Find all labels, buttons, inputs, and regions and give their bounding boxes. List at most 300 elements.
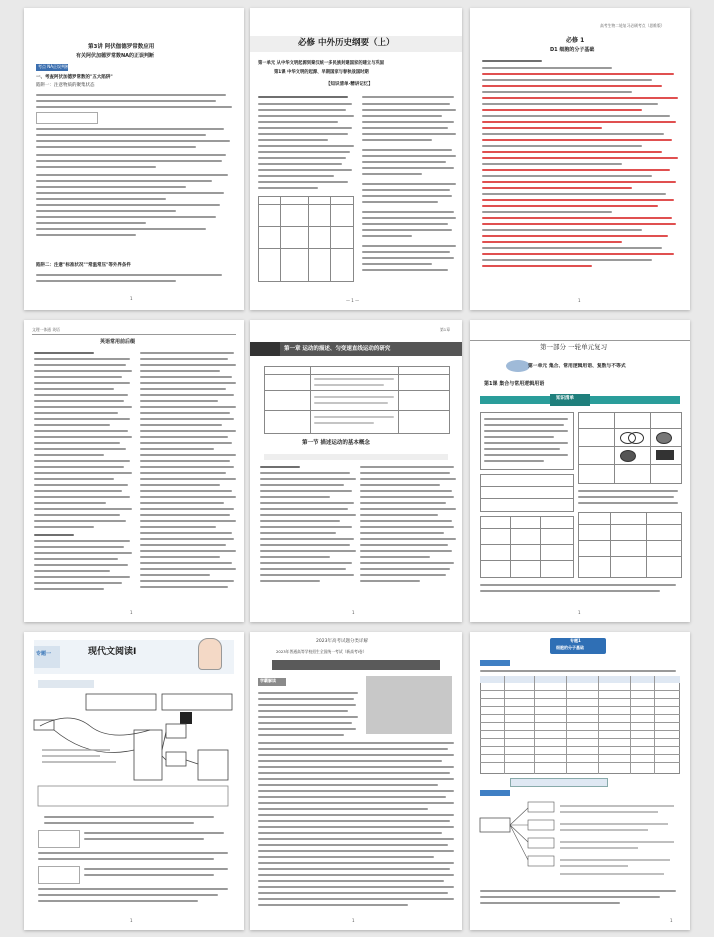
text-line bbox=[140, 406, 236, 408]
text-line bbox=[482, 91, 632, 93]
text-line bbox=[482, 115, 670, 117]
text-line bbox=[362, 263, 432, 265]
text-line bbox=[314, 396, 394, 398]
section-heading: 陷阱一：注意物质的聚集状态 bbox=[36, 83, 95, 88]
table-rule bbox=[610, 512, 611, 578]
table-rule bbox=[258, 204, 354, 205]
text-line bbox=[314, 416, 394, 418]
text-line bbox=[44, 822, 194, 824]
text-line bbox=[34, 454, 104, 456]
highlighted-line bbox=[482, 217, 672, 219]
page-thumbnail-exam-paper[interactable] bbox=[250, 632, 462, 930]
table-rule bbox=[646, 512, 647, 578]
text-line bbox=[38, 852, 228, 854]
text-line bbox=[36, 160, 222, 162]
text-line bbox=[362, 103, 450, 105]
text-line bbox=[34, 388, 114, 390]
text-line bbox=[34, 552, 132, 554]
concept-node bbox=[528, 802, 554, 812]
text-line bbox=[34, 484, 128, 486]
text-line bbox=[34, 424, 110, 426]
text-line bbox=[36, 106, 232, 108]
text-line bbox=[140, 424, 222, 426]
text-line bbox=[140, 526, 216, 528]
text-line bbox=[34, 406, 132, 408]
section-tag bbox=[480, 660, 510, 666]
highlighted-line bbox=[482, 223, 676, 225]
text-line bbox=[360, 538, 456, 540]
text-line bbox=[140, 586, 228, 588]
text-line bbox=[480, 584, 676, 586]
text-line bbox=[34, 496, 130, 498]
lesson-title: 第1课 集合与常用逻辑用语 bbox=[484, 381, 545, 387]
text-line bbox=[258, 181, 348, 183]
text-line bbox=[258, 139, 328, 141]
text-line bbox=[34, 418, 130, 420]
text-line bbox=[34, 588, 104, 590]
highlighted-line bbox=[482, 169, 670, 171]
relation-table bbox=[480, 474, 574, 512]
text-line bbox=[36, 280, 176, 282]
text-line bbox=[314, 384, 384, 386]
text-line bbox=[34, 502, 106, 504]
text-line bbox=[360, 556, 430, 558]
page-number: 1 bbox=[578, 610, 581, 615]
text-line bbox=[578, 490, 678, 492]
table-rule bbox=[480, 698, 680, 699]
table-rule bbox=[480, 754, 680, 755]
text-line bbox=[258, 766, 454, 768]
text-line bbox=[140, 394, 234, 396]
mind-map-node bbox=[38, 786, 228, 806]
text-line bbox=[258, 157, 346, 159]
text-line bbox=[36, 134, 206, 136]
text-line bbox=[34, 442, 120, 444]
text-line bbox=[36, 228, 206, 230]
text-line bbox=[140, 514, 230, 516]
table-rule bbox=[480, 528, 574, 529]
text-line bbox=[258, 760, 442, 762]
text-line bbox=[260, 574, 354, 576]
text-line bbox=[38, 894, 218, 896]
table-rule bbox=[566, 676, 567, 774]
text-line bbox=[362, 257, 454, 259]
text-line bbox=[36, 216, 216, 218]
text-line bbox=[258, 151, 350, 153]
mind-map-link bbox=[40, 718, 150, 735]
table-rule bbox=[578, 556, 682, 557]
text-line bbox=[140, 400, 218, 402]
text-line bbox=[362, 139, 432, 141]
text-line bbox=[140, 418, 234, 420]
page-number: 1 bbox=[352, 918, 355, 923]
topic-label: 专题一 bbox=[36, 651, 52, 657]
qr-code bbox=[180, 712, 192, 724]
table-rule bbox=[480, 690, 680, 691]
text-line bbox=[258, 728, 356, 730]
text-line bbox=[258, 127, 352, 129]
page-title: 必修 1 bbox=[566, 37, 585, 44]
text-line bbox=[482, 67, 612, 69]
section-heading: 陷阱二：注意"标准状况""常温常压"等外界条件 bbox=[36, 263, 131, 268]
highlighted-line bbox=[482, 97, 678, 99]
exam-subtitle: 2023年普通高等学校招生全国统一考试（新高考Ⅰ卷） bbox=[276, 649, 367, 654]
text-line bbox=[258, 692, 358, 694]
text-line bbox=[362, 149, 452, 151]
text-line bbox=[84, 874, 214, 876]
text-line bbox=[260, 562, 352, 564]
text-line bbox=[258, 856, 434, 858]
text-line bbox=[36, 198, 166, 200]
text-line bbox=[258, 698, 354, 700]
text-line bbox=[362, 161, 446, 163]
text-line bbox=[360, 496, 454, 498]
text-line bbox=[36, 146, 196, 148]
text-line bbox=[482, 145, 642, 147]
text-line bbox=[482, 79, 652, 81]
text-line bbox=[360, 544, 448, 546]
concept-link bbox=[510, 808, 528, 860]
text-line bbox=[480, 896, 660, 898]
text-line bbox=[258, 886, 454, 888]
table-rule bbox=[480, 498, 574, 499]
text-line bbox=[36, 174, 228, 176]
text-line bbox=[140, 382, 236, 384]
table-rule bbox=[534, 676, 535, 774]
text-line bbox=[258, 175, 334, 177]
highlighted-line bbox=[482, 121, 676, 123]
text-line bbox=[258, 892, 448, 894]
table-rule bbox=[258, 248, 354, 249]
page-thumbnail-chemistry[interactable] bbox=[24, 8, 244, 310]
page-thumbnail-math[interactable] bbox=[470, 320, 690, 622]
text-line bbox=[34, 546, 124, 548]
text-line bbox=[258, 133, 348, 135]
text-line bbox=[482, 211, 612, 213]
page-number: 1 bbox=[130, 610, 133, 615]
illustration-image bbox=[366, 676, 452, 734]
text-line bbox=[36, 210, 176, 212]
text-line bbox=[258, 814, 454, 816]
table-rule bbox=[264, 410, 450, 411]
text-line bbox=[34, 352, 94, 354]
mind-map-node bbox=[86, 694, 156, 710]
text-line bbox=[260, 484, 344, 486]
table-header bbox=[480, 676, 680, 683]
page-thumbnail-english[interactable] bbox=[24, 320, 244, 622]
text-line bbox=[34, 490, 122, 492]
page-thumbnail-biology-topic[interactable] bbox=[470, 632, 690, 930]
text-line bbox=[258, 109, 346, 111]
text-line bbox=[484, 454, 568, 456]
page-thumbnail-history[interactable] bbox=[250, 8, 462, 310]
text-line bbox=[36, 274, 222, 276]
logic-table bbox=[578, 512, 682, 578]
text-line bbox=[140, 442, 232, 444]
table-rule bbox=[578, 464, 682, 465]
page-subtitle: 有关阿伏加德罗常数NA的正误判断 bbox=[76, 53, 155, 59]
text-line bbox=[34, 526, 94, 528]
highlighted-line bbox=[482, 199, 674, 201]
table-rule bbox=[480, 544, 574, 545]
text-line bbox=[360, 466, 454, 468]
table-rule bbox=[614, 412, 615, 484]
text-line bbox=[362, 223, 448, 225]
text-line bbox=[258, 778, 454, 780]
chapter-title: 第一章 运动的描述、匀变速直线运动的研究 bbox=[284, 346, 391, 352]
text-line bbox=[362, 167, 454, 169]
text-line bbox=[34, 520, 126, 522]
text-line bbox=[140, 364, 236, 366]
text-line bbox=[260, 466, 300, 468]
text-line bbox=[36, 94, 226, 96]
text-line bbox=[38, 888, 228, 890]
text-line bbox=[258, 796, 446, 798]
text-line bbox=[260, 538, 354, 540]
table-rule bbox=[480, 714, 680, 715]
operation-table bbox=[480, 516, 574, 578]
text-line bbox=[140, 412, 230, 414]
table-rule bbox=[480, 738, 680, 739]
highlighted-line bbox=[482, 235, 668, 237]
text-line bbox=[362, 109, 456, 111]
text-line bbox=[258, 862, 454, 864]
table-rule bbox=[578, 446, 682, 447]
text-line bbox=[360, 568, 450, 570]
highlighted-line bbox=[482, 265, 592, 267]
table-rule bbox=[308, 196, 309, 282]
note-box bbox=[38, 830, 80, 848]
text-line bbox=[360, 484, 440, 486]
mind-map-node bbox=[162, 694, 232, 710]
text-line bbox=[314, 402, 388, 404]
text-line bbox=[34, 472, 132, 474]
text-line bbox=[34, 430, 128, 432]
cartoon-student-image bbox=[198, 638, 222, 670]
text-line bbox=[260, 514, 356, 516]
text-line bbox=[258, 748, 448, 750]
text-line bbox=[34, 460, 130, 462]
text-line bbox=[484, 448, 560, 450]
page-number: — 1 — bbox=[346, 298, 360, 303]
text-line bbox=[140, 388, 226, 390]
table bbox=[258, 196, 354, 282]
text-line bbox=[258, 850, 454, 852]
text-line bbox=[258, 704, 356, 706]
text-line bbox=[258, 96, 348, 98]
text-line bbox=[360, 532, 444, 534]
page-subtitle: D1 细胞的分子基础 bbox=[550, 47, 595, 53]
table-rule bbox=[480, 706, 680, 707]
exam-title-band bbox=[272, 660, 440, 670]
text-line bbox=[484, 430, 568, 432]
text-line bbox=[482, 175, 652, 177]
mind-map-link bbox=[54, 730, 134, 753]
venn-table bbox=[578, 412, 682, 484]
text-line bbox=[360, 502, 446, 504]
text-line bbox=[360, 550, 452, 552]
text-line bbox=[578, 496, 674, 498]
text-line bbox=[362, 195, 452, 197]
text-line bbox=[140, 556, 220, 558]
running-header: 文理一体通 英语 bbox=[32, 327, 60, 332]
text-line bbox=[34, 448, 126, 450]
text-line bbox=[258, 808, 428, 810]
knowledge-banner-label: 知识清单 bbox=[556, 396, 574, 401]
text-line bbox=[34, 370, 132, 372]
text-line bbox=[36, 128, 224, 130]
text-line bbox=[140, 448, 214, 450]
table-rule bbox=[540, 516, 541, 578]
table-rule bbox=[264, 390, 450, 391]
unit-heading: 第一单元 从中华文明起源到秦汉统一多民族封建国家的建立与巩固 bbox=[258, 61, 385, 66]
text-line bbox=[140, 484, 220, 486]
text-line bbox=[482, 60, 542, 62]
text-line bbox=[38, 858, 214, 860]
text-line bbox=[258, 880, 444, 882]
text-line bbox=[258, 754, 454, 756]
text-line bbox=[140, 502, 224, 504]
text-line bbox=[482, 163, 622, 165]
page-title: 现代文阅读Ⅰ bbox=[88, 647, 137, 657]
highlighted-line bbox=[482, 109, 642, 111]
text-line bbox=[314, 422, 374, 424]
mind-map-node bbox=[134, 730, 162, 780]
text-line bbox=[140, 454, 236, 456]
page-number: 1 bbox=[130, 296, 133, 301]
text-line bbox=[360, 478, 456, 480]
text-line bbox=[484, 424, 564, 426]
page-thumbnail-biology[interactable] bbox=[470, 8, 690, 310]
text-line bbox=[140, 460, 230, 462]
header-rule bbox=[470, 340, 690, 341]
tag-label: 学霸解读 bbox=[260, 678, 276, 683]
text-line bbox=[34, 576, 130, 578]
table-rule bbox=[480, 560, 574, 561]
highlighted-line bbox=[482, 241, 622, 243]
text-line bbox=[258, 710, 348, 712]
text-line bbox=[36, 192, 224, 194]
lesson-heading: 第1课 中华文明的起源、早期国家与春秋战国时期 bbox=[274, 70, 369, 75]
text-line bbox=[34, 508, 132, 510]
text-line bbox=[260, 580, 320, 582]
table-rule bbox=[504, 676, 505, 774]
text-line bbox=[360, 472, 450, 474]
table-rule bbox=[578, 428, 682, 429]
text-line bbox=[360, 508, 456, 510]
header-rule bbox=[32, 334, 236, 335]
text-line bbox=[260, 502, 354, 504]
text-line bbox=[362, 251, 450, 253]
highlighted-line bbox=[482, 205, 658, 207]
text-line bbox=[362, 155, 456, 157]
text-line bbox=[362, 211, 454, 213]
text-line bbox=[34, 394, 128, 396]
section-bar bbox=[264, 454, 448, 460]
text-line bbox=[140, 550, 236, 552]
text-line bbox=[362, 133, 456, 135]
text-line bbox=[34, 564, 128, 566]
venn-circle bbox=[628, 432, 644, 444]
text-line bbox=[36, 154, 226, 156]
text-line bbox=[140, 352, 234, 354]
concept-node bbox=[528, 820, 554, 830]
text-line bbox=[362, 173, 422, 175]
text-line bbox=[362, 245, 456, 247]
page-number: 1 bbox=[130, 918, 133, 923]
text-line bbox=[260, 508, 348, 510]
text-line bbox=[480, 670, 676, 672]
text-line bbox=[84, 838, 204, 840]
text-line bbox=[140, 520, 236, 522]
highlighted-line bbox=[482, 187, 632, 189]
text-line bbox=[34, 570, 110, 572]
page-number: 1 bbox=[578, 298, 581, 303]
venn-circle bbox=[656, 432, 672, 444]
text-line bbox=[34, 412, 118, 414]
text-line bbox=[140, 490, 232, 492]
text-line bbox=[258, 868, 450, 870]
page-thumbnail-physics[interactable] bbox=[250, 320, 462, 622]
table-rule bbox=[578, 524, 682, 525]
highlighted-line bbox=[482, 157, 678, 159]
table-rule bbox=[480, 762, 680, 763]
text-line bbox=[140, 580, 234, 582]
decorative-swirl bbox=[506, 360, 530, 372]
section-tag bbox=[38, 680, 94, 688]
concept-node bbox=[480, 818, 510, 832]
text-line bbox=[578, 502, 678, 504]
table-rule bbox=[510, 516, 511, 578]
text-line bbox=[260, 472, 350, 474]
highlighted-line bbox=[482, 73, 674, 75]
text-line bbox=[362, 121, 454, 123]
page-thumbnail-chinese-reading[interactable] bbox=[24, 632, 244, 930]
table-rule bbox=[310, 366, 311, 434]
text-line bbox=[260, 496, 330, 498]
text-line bbox=[38, 900, 198, 902]
text-line bbox=[140, 436, 228, 438]
text-line bbox=[140, 430, 236, 432]
topic-label: 专题1 bbox=[570, 638, 581, 643]
table-rule bbox=[480, 722, 680, 723]
text-line bbox=[84, 832, 224, 834]
text-line bbox=[260, 544, 350, 546]
text-line bbox=[484, 436, 554, 438]
section-title: 第一节 描述运动的基本概念 bbox=[302, 440, 370, 446]
topic-title: 细胞的分子基础 bbox=[556, 645, 584, 650]
text-line bbox=[34, 540, 130, 542]
section-tag bbox=[480, 790, 510, 796]
text-line bbox=[258, 802, 454, 804]
text-line bbox=[140, 478, 236, 480]
text-line bbox=[140, 562, 232, 564]
text-line bbox=[360, 580, 420, 582]
text-line bbox=[36, 166, 156, 168]
text-line bbox=[34, 382, 130, 384]
chapter-band-tab bbox=[250, 342, 280, 356]
text-line bbox=[34, 514, 120, 516]
text-line bbox=[36, 140, 230, 142]
text-line bbox=[258, 904, 408, 906]
text-line bbox=[482, 133, 664, 135]
text-line bbox=[258, 145, 354, 147]
note-box bbox=[38, 866, 80, 884]
table-rule bbox=[480, 746, 680, 747]
section-heading: 一、考查阿伏加德罗常数的"五大陷阱" bbox=[36, 75, 113, 80]
venn-circle bbox=[620, 450, 636, 462]
text-line bbox=[258, 772, 450, 774]
